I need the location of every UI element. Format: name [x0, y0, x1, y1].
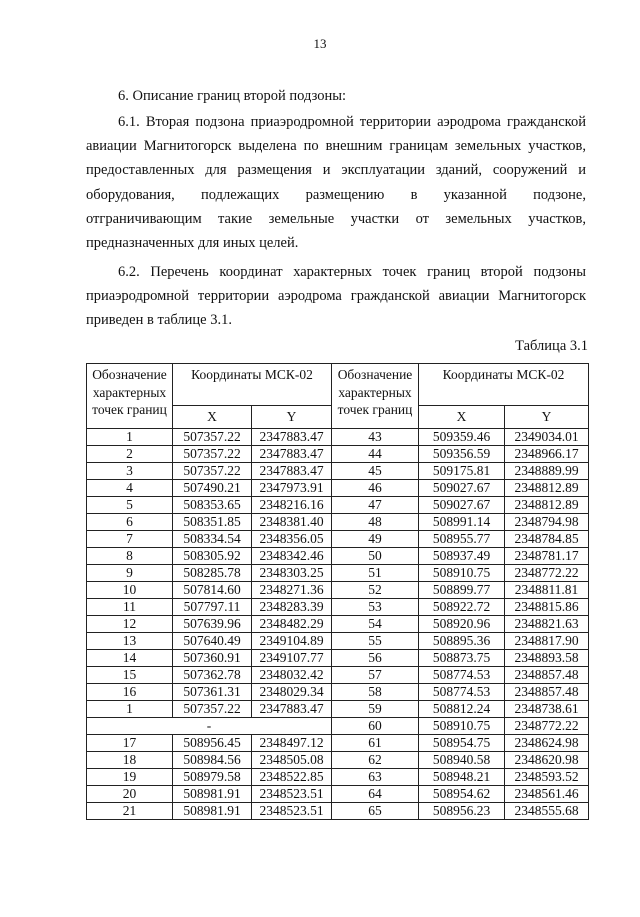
point-number-cell: 60	[332, 718, 419, 735]
header-point-left: Обозначение характерных точек границ	[87, 364, 173, 429]
point-number-cell: 8	[87, 548, 173, 565]
point-number-cell: 21	[87, 803, 173, 820]
point-number-cell: 48	[332, 514, 419, 531]
point-number-cell: 1	[87, 429, 173, 446]
point-number-cell: 51	[332, 565, 419, 582]
coordinates-table	[86, 363, 589, 820]
point-number-cell: 16	[87, 684, 173, 701]
x-coordinate-cell: 508334.54	[173, 531, 252, 548]
table-caption: Таблица 3.1	[515, 338, 588, 354]
point-number-cell: 9	[87, 565, 173, 582]
header-y-right: Y	[505, 406, 589, 429]
y-coordinate-cell: 2348522.85	[252, 769, 332, 786]
point-number-cell: 57	[332, 667, 419, 684]
x-coordinate-cell: 508353.65	[173, 497, 252, 514]
point-number-cell: 18	[87, 752, 173, 769]
table-row	[87, 684, 589, 701]
y-coordinate-cell: 2348812.89	[505, 497, 589, 514]
table-row	[87, 633, 589, 650]
table-row	[87, 582, 589, 599]
table-row	[87, 786, 589, 803]
point-number-cell: 46	[332, 480, 419, 497]
table-row	[87, 718, 589, 735]
point-number-cell: 58	[332, 684, 419, 701]
table-row	[87, 769, 589, 786]
table-row	[87, 548, 589, 565]
point-number-cell: 10	[87, 582, 173, 599]
table-row	[87, 803, 589, 820]
point-number-cell: 13	[87, 633, 173, 650]
y-coordinate-cell: 2347883.47	[252, 429, 332, 446]
header-coords-right: Координаты МСК-02	[419, 364, 589, 406]
y-coordinate-cell: 2348482.29	[252, 616, 332, 633]
x-coordinate-cell: 508937.49	[419, 548, 505, 565]
x-coordinate-cell: 508922.72	[419, 599, 505, 616]
table-row	[87, 667, 589, 684]
x-coordinate-cell: 507814.60	[173, 582, 252, 599]
table-row	[87, 429, 589, 446]
y-coordinate-cell: 2347883.47	[252, 446, 332, 463]
point-number-cell: 19	[87, 769, 173, 786]
x-coordinate-cell: 508812.24	[419, 701, 505, 718]
point-number-cell: 65	[332, 803, 419, 820]
x-coordinate-cell: 508895.36	[419, 633, 505, 650]
point-number-cell: 64	[332, 786, 419, 803]
x-coordinate-cell: 507360.91	[173, 650, 252, 667]
point-number-cell: 55	[332, 633, 419, 650]
point-number-cell: 50	[332, 548, 419, 565]
header-coords-left: Координаты МСК-02	[173, 364, 332, 406]
y-coordinate-cell: 2348216.16	[252, 497, 332, 514]
x-coordinate-cell: 508981.91	[173, 803, 252, 820]
y-coordinate-cell: 2349034.01	[505, 429, 589, 446]
y-coordinate-cell: 2348029.34	[252, 684, 332, 701]
y-coordinate-cell: 2348857.48	[505, 684, 589, 701]
x-coordinate-cell: 508955.77	[419, 531, 505, 548]
y-coordinate-cell: 2348811.81	[505, 582, 589, 599]
x-coordinate-cell: 508984.56	[173, 752, 252, 769]
x-coordinate-cell: 508956.23	[419, 803, 505, 820]
y-coordinate-cell: 2348032.42	[252, 667, 332, 684]
y-coordinate-cell: 2348381.40	[252, 514, 332, 531]
point-number-cell: 4	[87, 480, 173, 497]
x-coordinate-cell: 508774.53	[419, 667, 505, 684]
y-coordinate-cell: 2348812.89	[505, 480, 589, 497]
x-coordinate-cell: 508305.92	[173, 548, 252, 565]
table-row	[87, 497, 589, 514]
point-number-cell: 20	[87, 786, 173, 803]
table-row	[87, 565, 589, 582]
table-row	[87, 463, 589, 480]
y-coordinate-cell: 2348523.51	[252, 803, 332, 820]
x-coordinate-cell: 509027.67	[419, 497, 505, 514]
x-coordinate-cell: 507357.22	[173, 429, 252, 446]
y-coordinate-cell: 2348555.68	[505, 803, 589, 820]
y-coordinate-cell: 2348781.17	[505, 548, 589, 565]
table-row	[87, 752, 589, 769]
x-coordinate-cell: 509359.46	[419, 429, 505, 446]
table-row	[87, 735, 589, 752]
x-coordinate-cell: 507361.31	[173, 684, 252, 701]
y-coordinate-cell: 2348857.48	[505, 667, 589, 684]
table-row	[87, 531, 589, 548]
y-coordinate-cell: 2348738.61	[505, 701, 589, 718]
y-coordinate-cell: 2348784.85	[505, 531, 589, 548]
y-coordinate-cell: 2348271.36	[252, 582, 332, 599]
point-number-cell: 3	[87, 463, 173, 480]
x-coordinate-cell: 508981.91	[173, 786, 252, 803]
point-number-cell: 5	[87, 497, 173, 514]
x-coordinate-cell: 509356.59	[419, 446, 505, 463]
point-number-cell: 45	[332, 463, 419, 480]
y-coordinate-cell: 2348561.46	[505, 786, 589, 803]
table-row	[87, 701, 589, 718]
y-coordinate-cell: 2348624.98	[505, 735, 589, 752]
point-number-cell: 54	[332, 616, 419, 633]
y-coordinate-cell: 2348889.99	[505, 463, 589, 480]
point-number-cell: 62	[332, 752, 419, 769]
x-coordinate-cell: 508979.58	[173, 769, 252, 786]
y-coordinate-cell: 2348342.46	[252, 548, 332, 565]
x-coordinate-cell: 508956.45	[173, 735, 252, 752]
y-coordinate-cell: 2348817.90	[505, 633, 589, 650]
page-number: 13	[313, 36, 327, 51]
y-coordinate-cell: 2348966.17	[505, 446, 589, 463]
x-coordinate-cell: 509027.67	[419, 480, 505, 497]
point-number-cell: 15	[87, 667, 173, 684]
x-coordinate-cell: 508948.21	[419, 769, 505, 786]
point-number-cell: 6	[87, 514, 173, 531]
x-coordinate-cell: 508954.62	[419, 786, 505, 803]
y-coordinate-cell: 2349107.77	[252, 650, 332, 667]
y-coordinate-cell: 2348893.58	[505, 650, 589, 667]
section-heading: 6. Описание границ второй подзоны:	[118, 88, 346, 104]
y-coordinate-cell: 2348283.39	[252, 599, 332, 616]
point-number-cell: 1	[87, 701, 173, 718]
x-coordinate-cell: 507639.96	[173, 616, 252, 633]
x-coordinate-cell: 507357.22	[173, 446, 252, 463]
point-number-cell: 44	[332, 446, 419, 463]
x-coordinate-cell: 507357.22	[173, 701, 252, 718]
y-coordinate-cell: 2348523.51	[252, 786, 332, 803]
x-coordinate-cell: 508351.85	[173, 514, 252, 531]
y-coordinate-cell: 2347883.47	[252, 701, 332, 718]
paragraph-6-2: 6.2. Перечень координат характерных точек границ второй подзоны приаэродромной территории аэродрома гражданской авиации Магнитогорск приведен в таблице 3.1.	[86, 264, 586, 329]
x-coordinate-cell: 507797.11	[173, 599, 252, 616]
x-coordinate-cell: 508920.96	[419, 616, 505, 633]
x-coordinate-cell: 508940.58	[419, 752, 505, 769]
table-body	[87, 429, 589, 820]
y-coordinate-cell: 2348620.98	[505, 752, 589, 769]
header-x-left: X	[173, 406, 252, 429]
point-number-cell: 7	[87, 531, 173, 548]
table-row	[87, 616, 589, 633]
x-coordinate-cell: 507357.22	[173, 463, 252, 480]
point-number-cell: 61	[332, 735, 419, 752]
paragraph-6-1: 6.1. Вторая подзона приаэродромной территории аэродрома гражданской авиации Магнитогорск выделена по внешним границам земельных участков, предоставленных для размещения и эксплуатации зданий, сооружений и оборудования, подлежащих размещению в указанной подзоне, отграничивающим такие земельные участки от земельных участков, предназначенных для иных целей.	[86, 114, 586, 252]
point-number-cell: 43	[332, 429, 419, 446]
point-number-cell: 52	[332, 582, 419, 599]
table-row	[87, 446, 589, 463]
y-coordinate-cell: 2348303.25	[252, 565, 332, 582]
merged-dash-cell: -	[87, 718, 332, 735]
point-number-cell: 14	[87, 650, 173, 667]
x-coordinate-cell: 508954.75	[419, 735, 505, 752]
point-number-cell: 59	[332, 701, 419, 718]
point-number-cell: 12	[87, 616, 173, 633]
point-number-cell: 17	[87, 735, 173, 752]
point-number-cell: 47	[332, 497, 419, 514]
y-coordinate-cell: 2348794.98	[505, 514, 589, 531]
x-coordinate-cell: 508910.75	[419, 718, 505, 735]
x-coordinate-cell: 508285.78	[173, 565, 252, 582]
y-coordinate-cell: 2348505.08	[252, 752, 332, 769]
x-coordinate-cell: 509175.81	[419, 463, 505, 480]
y-coordinate-cell: 2347883.47	[252, 463, 332, 480]
y-coordinate-cell: 2349104.89	[252, 633, 332, 650]
point-number-cell: 11	[87, 599, 173, 616]
x-coordinate-cell: 508991.14	[419, 514, 505, 531]
point-number-cell: 56	[332, 650, 419, 667]
table-row	[87, 514, 589, 531]
header-x-right: X	[419, 406, 505, 429]
y-coordinate-cell: 2348821.63	[505, 616, 589, 633]
x-coordinate-cell: 508899.77	[419, 582, 505, 599]
y-coordinate-cell: 2348593.52	[505, 769, 589, 786]
y-coordinate-cell: 2348356.05	[252, 531, 332, 548]
x-coordinate-cell: 507640.49	[173, 633, 252, 650]
table-row	[87, 599, 589, 616]
x-coordinate-cell: 507362.78	[173, 667, 252, 684]
y-coordinate-cell: 2348815.86	[505, 599, 589, 616]
x-coordinate-cell: 507490.21	[173, 480, 252, 497]
table-row	[87, 650, 589, 667]
header-point-right: Обозначение характерных точек границ	[332, 364, 419, 429]
point-number-cell: 53	[332, 599, 419, 616]
point-number-cell: 49	[332, 531, 419, 548]
y-coordinate-cell: 2347973.91	[252, 480, 332, 497]
x-coordinate-cell: 508873.75	[419, 650, 505, 667]
x-coordinate-cell: 508774.53	[419, 684, 505, 701]
table-row	[87, 480, 589, 497]
y-coordinate-cell: 2348497.12	[252, 735, 332, 752]
y-coordinate-cell: 2348772.22	[505, 718, 589, 735]
y-coordinate-cell: 2348772.22	[505, 565, 589, 582]
x-coordinate-cell: 508910.75	[419, 565, 505, 582]
point-number-cell: 63	[332, 769, 419, 786]
header-y-left: Y	[252, 406, 332, 429]
point-number-cell: 2	[87, 446, 173, 463]
